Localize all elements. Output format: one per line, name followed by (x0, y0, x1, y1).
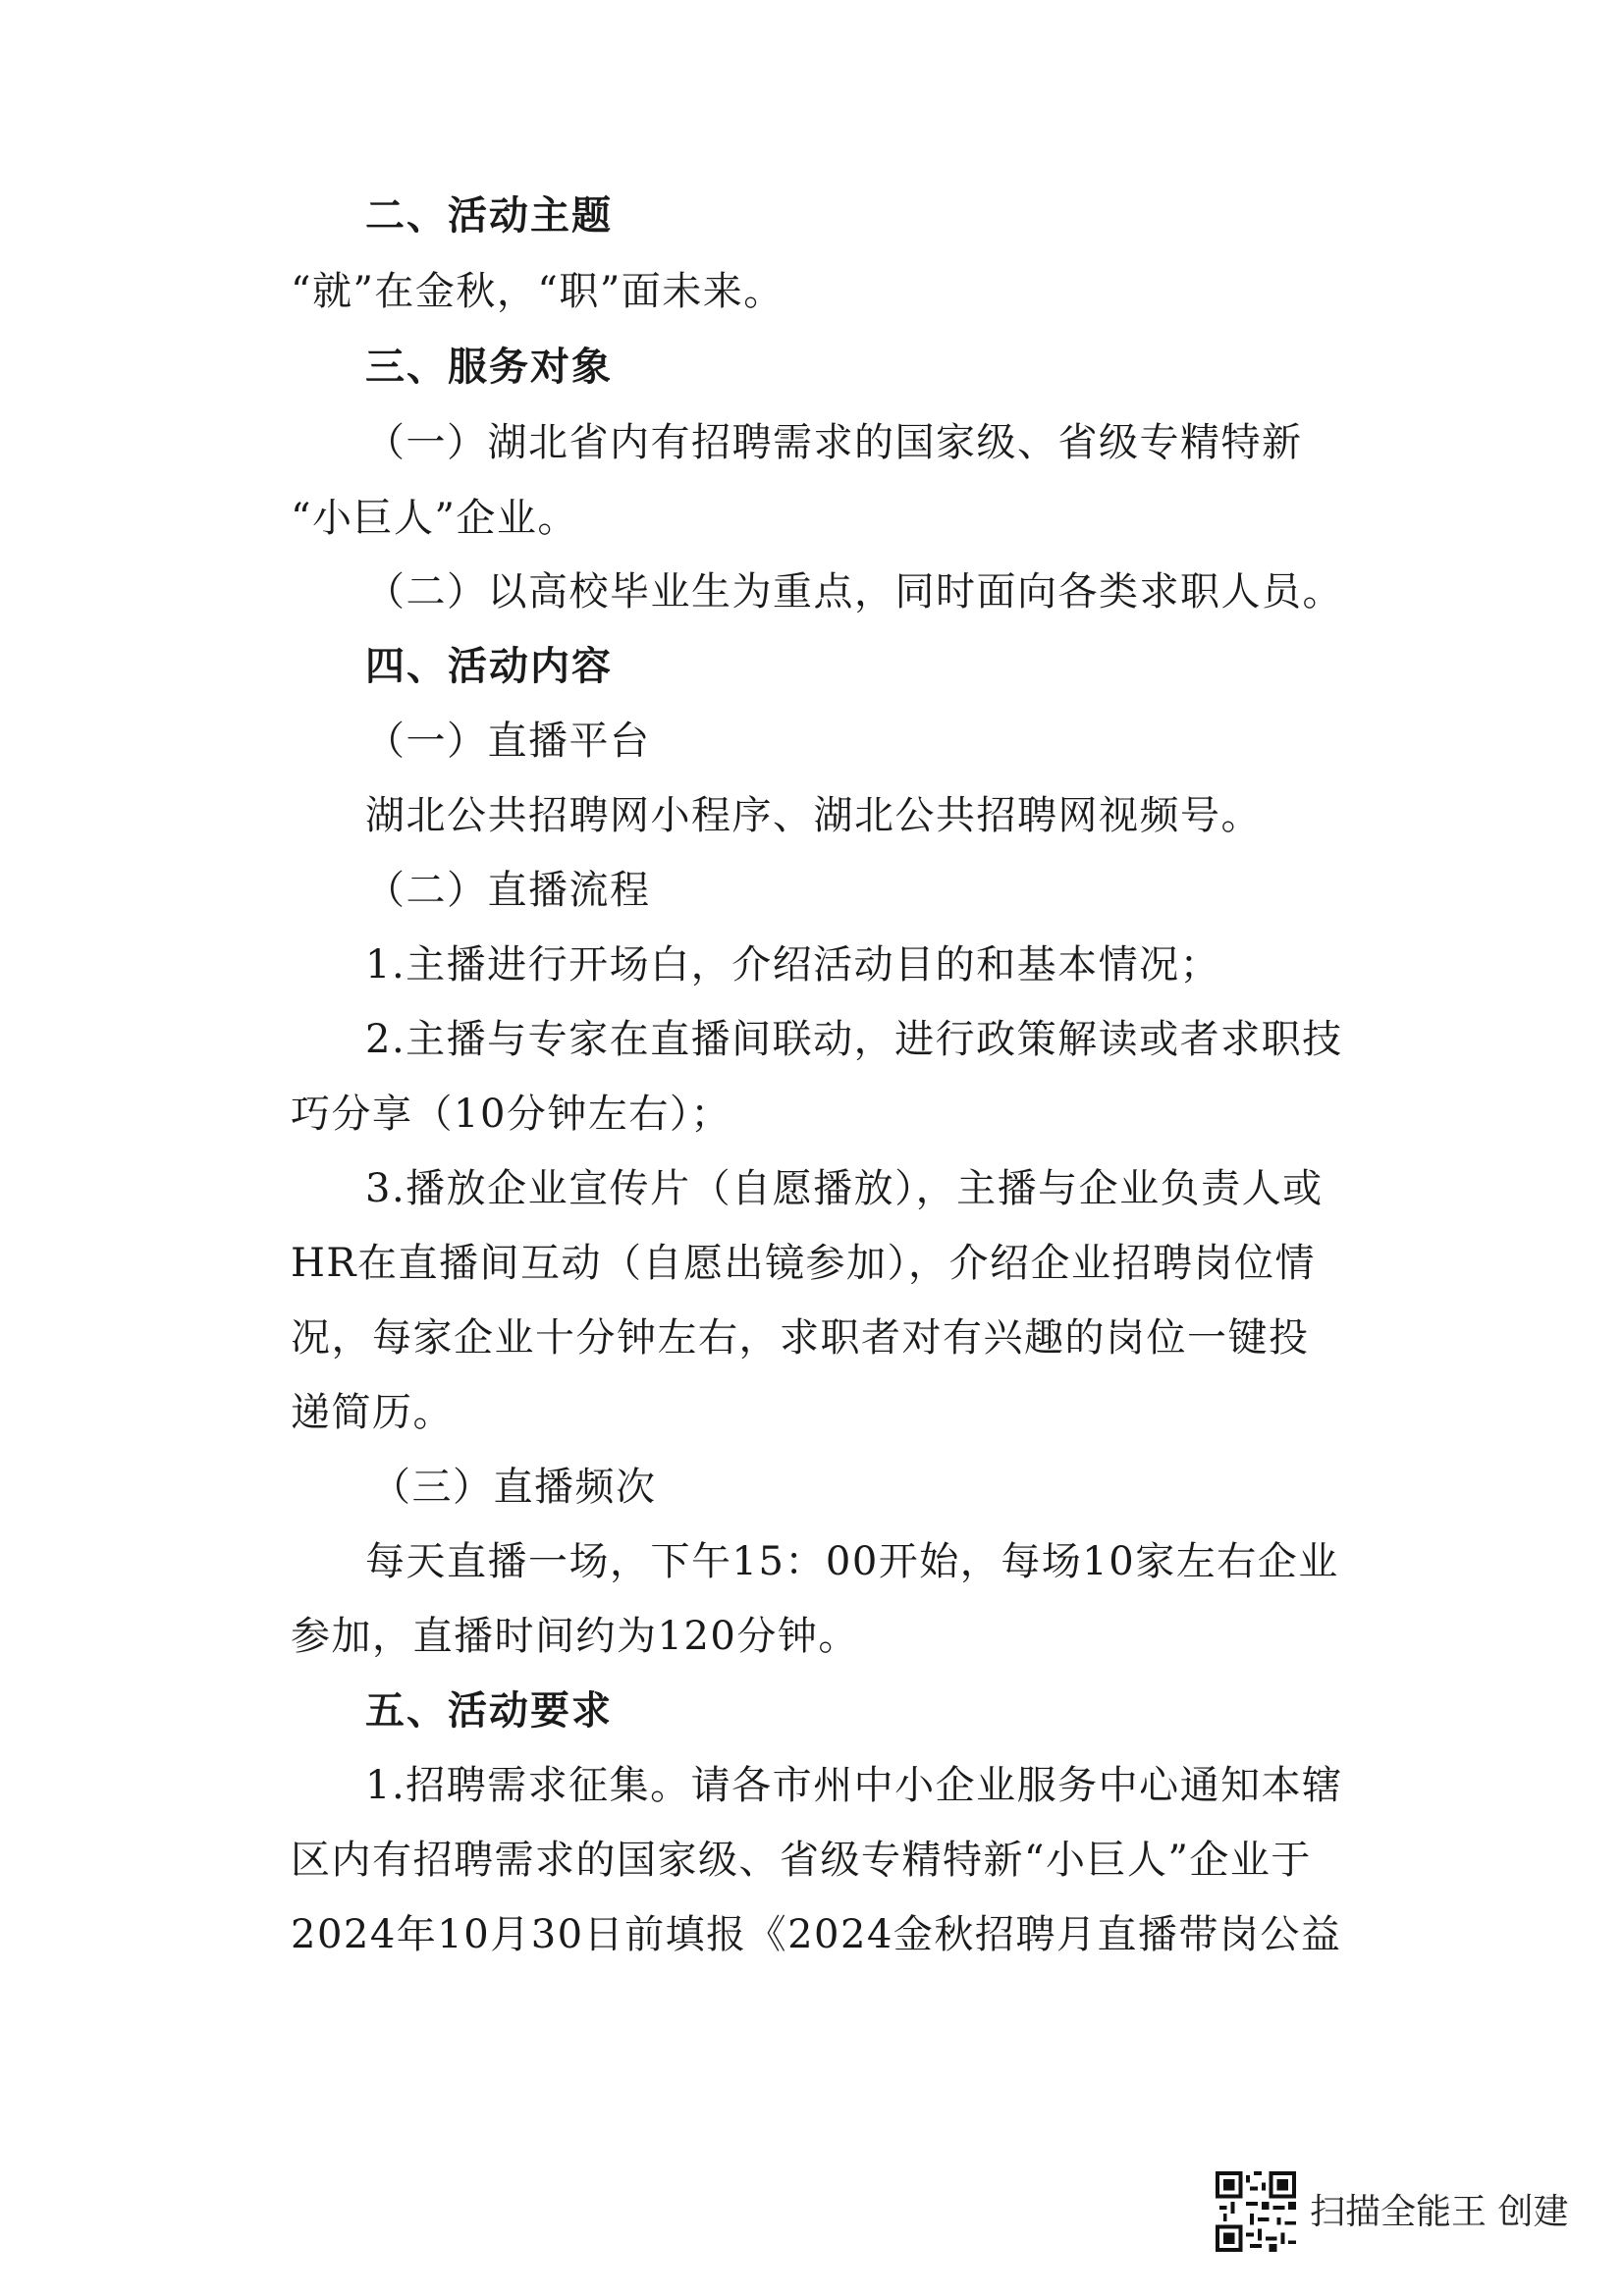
paragraph-line: “就”在金秋，“职”面未来。 (291, 269, 784, 314)
paragraph-line: （二）以高校毕业生为重点，同时面向各类求职人员。 (365, 569, 1343, 614)
heading-activity-theme: 二、活动主题 (365, 193, 613, 239)
paragraph-line: HR在直播间互动（自愿出镜参加），介绍企业招聘岗位情 (291, 1241, 1316, 1286)
paragraph-line: 2024年10月30日前填报《2024金秋招聘月直播带岗公益 (291, 1912, 1342, 1957)
qr-code-icon (1216, 2171, 1296, 2252)
paragraph-line: 3.播放企业宣传片（自愿播放），主播与企业负责人或 (365, 1166, 1324, 1211)
paragraph-line: “小巨人”企业。 (291, 496, 578, 541)
paragraph-line: 巧分享（10分钟左右）； (291, 1092, 731, 1137)
scanner-watermark (1216, 2171, 1569, 2254)
subheading-line: （三）直播频次 (371, 1465, 657, 1510)
paragraph-line: 区内有招聘需求的国家级、省级专精特新“小巨人”企业于 (291, 1838, 1312, 1883)
scanner-brand-text: 扫描全能王 创建 (1310, 2192, 1569, 2232)
paragraph-line: （一）湖北省内有招聘需求的国家级、省级专精特新 (365, 420, 1303, 465)
paragraph-line: 递简历。 (291, 1390, 454, 1435)
paragraph-line: 参加，直播时间约为120分钟。 (291, 1614, 859, 1659)
paragraph-line: 1.招聘需求征集。请各市州中小企业服务中心通知本辖 (365, 1763, 1343, 1808)
paragraph-line: 况，每家企业十分钟左右，求职者对有兴趣的岗位一键投 (291, 1315, 1310, 1361)
heading-activity-requirements: 五、活动要求 (365, 1688, 613, 1734)
paragraph-line: 湖北公共招聘网小程序、湖北公共招聘网视频号。 (365, 793, 1262, 838)
heading-service-target: 三、服务对象 (365, 345, 613, 390)
heading-activity-content: 四、活动内容 (365, 644, 613, 689)
subheading-line: （二）直播流程 (365, 868, 651, 913)
paragraph-line: 每天直播一场，下午15：00开始，每场10家左右企业 (365, 1539, 1339, 1584)
subheading-line: （一）直播平台 (365, 719, 651, 764)
paragraph-line: 2.主播与专家在直播间联动，进行政策解读或者求职技 (365, 1017, 1343, 1062)
paragraph-line: 1.主播进行开场白，介绍活动目的和基本情况； (365, 942, 1221, 988)
